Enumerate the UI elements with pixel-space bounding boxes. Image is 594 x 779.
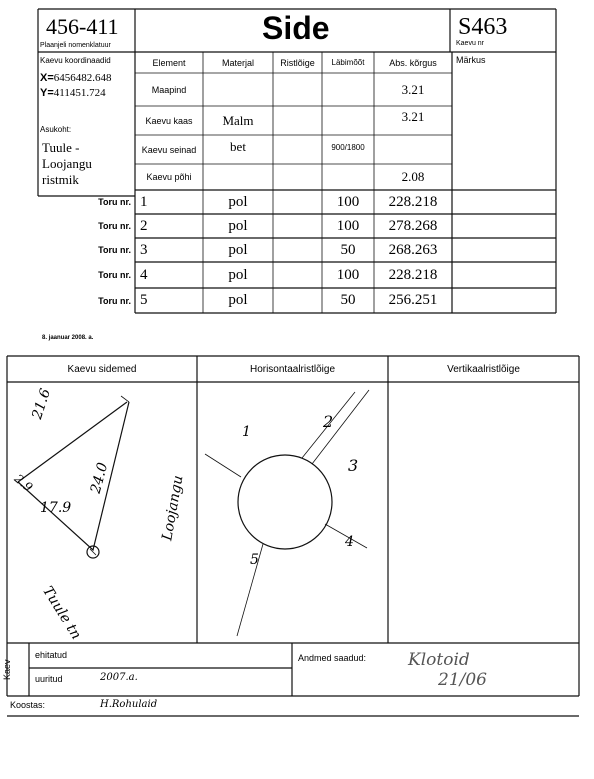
pipe-material: pol <box>228 292 248 308</box>
element-bottom-height: 2.08 <box>401 169 425 184</box>
tie-distance-corner: 2.9 <box>11 471 36 495</box>
pipe-material: pol <box>228 193 248 210</box>
pipe-height: 228.218 <box>388 266 438 283</box>
element-bottom: Kaevu põhi <box>146 172 192 182</box>
col-vertical-title: Vertikaalristlõige <box>447 363 520 375</box>
surveyed-label: uuritud <box>35 674 63 684</box>
data-received-date: 21/06 <box>438 670 487 690</box>
pipe-diameter: 100 <box>336 217 360 234</box>
pipe-label-5: 5 <box>250 552 259 568</box>
element-walls-diameter: 900/1800 <box>331 142 365 152</box>
element-ground: Maapind <box>151 84 187 95</box>
data-received-signature: Klotoid <box>408 650 470 670</box>
header-material: Materjal <box>221 57 254 68</box>
pipe-number: 1 <box>140 193 148 210</box>
pipe-number: 4 <box>140 266 148 283</box>
pipe-material: pol <box>228 266 248 283</box>
pipe-line <box>205 454 241 477</box>
tie-distance-bottom: 17.9 <box>40 500 72 516</box>
well-circle <box>238 455 332 549</box>
pipe-diameter: 100 <box>336 193 360 210</box>
element-walls: Kaevu seinad <box>141 144 197 155</box>
pipe-line <box>312 390 369 464</box>
y-coordinate: Y=411451.724 <box>40 87 106 99</box>
tie-distance-top: 21.6 <box>29 386 55 422</box>
data-received-label: Andmed saadud: <box>298 653 367 663</box>
pipe-height: 228.218 <box>388 193 438 210</box>
pipe-height: 268.263 <box>388 241 438 258</box>
pipe-row <box>0 214 556 238</box>
kaev-side-label: Kaev <box>2 659 12 680</box>
street-tuule: Tuule tn <box>39 583 85 643</box>
well-number: S463 <box>458 14 508 40</box>
pipe-number: 3 <box>140 241 148 258</box>
pipe-height: 256.251 <box>388 292 438 308</box>
element-lid-height: 3.21 <box>401 109 425 124</box>
pipe-label: Toru nr. <box>98 295 131 306</box>
x-coordinate: X=6456482.648 <box>40 72 112 84</box>
pipe-row <box>0 190 556 214</box>
pipe-label: Toru nr. <box>98 245 131 255</box>
pipe-label-2: 2 <box>323 412 334 431</box>
col-horizontal-title: Horisontaalristlõige <box>249 363 336 375</box>
element-walls-material: bet <box>230 139 246 154</box>
street-loojangu: Loojangu <box>159 474 187 542</box>
pipe-material: pol <box>228 217 248 234</box>
pipe-diameter: 100 <box>336 266 360 283</box>
pipe-number: 2 <box>140 217 148 234</box>
header-diameter: Läbimõõt <box>331 58 365 67</box>
compiled-label: Koostas: <box>10 700 46 710</box>
pipe-material: pol <box>228 241 248 258</box>
well-number-caption: Kaevu nr <box>456 40 485 47</box>
location-label: Asukoht: <box>40 125 72 134</box>
header-cross-section: Ristlõige <box>280 57 315 68</box>
pipe-height: 278.268 <box>388 217 438 234</box>
pipe-number: 5 <box>140 292 148 308</box>
pipe-label-3: 3 <box>348 456 359 475</box>
tie-distance-right: 24.0 <box>87 460 112 496</box>
surveyed-value: 2007.a. <box>100 672 138 683</box>
page-title: Side <box>262 10 330 46</box>
header-abs-height: Abs. kõrgus <box>389 57 437 68</box>
header-element: Element <box>152 57 186 68</box>
tie-triangle <box>18 402 129 550</box>
pipe-label-1: 1 <box>242 424 251 440</box>
header-notes: Märkus <box>456 55 486 65</box>
pipe-diameter: 50 <box>340 292 356 308</box>
pipe-row <box>0 262 556 288</box>
built-label: ehitatud <box>35 650 68 660</box>
compiled-value: H.Rohulaid <box>100 699 158 710</box>
coordinates-label: Kaevu koordinaadid <box>40 56 111 65</box>
pipe-label: Toru nr. <box>98 197 131 207</box>
element-ground-height: 3.21 <box>401 81 425 97</box>
pipe-row <box>0 238 556 262</box>
element-lid-material: Malm <box>222 112 254 128</box>
date-note: 8. jaanuar 2008. a. <box>42 335 94 341</box>
nomenclature-caption: Plaanjeli nomenklatuur <box>40 42 111 49</box>
pipe-row <box>0 288 556 313</box>
pipe-label: Toru nr. <box>98 270 131 280</box>
col-ties-title: Kaevu sidemed <box>67 363 137 375</box>
pipe-label-4: 4 <box>345 534 354 550</box>
pipe-label: Toru nr. <box>98 221 131 231</box>
location-value: Tuule - Loojangu ristmik <box>42 140 92 187</box>
element-lid: Kaevu kaas <box>145 115 193 126</box>
horizontal-section-sketch <box>197 382 388 643</box>
pipe-diameter: 50 <box>340 241 356 258</box>
nomenclature-number: 456-411 <box>46 14 119 39</box>
